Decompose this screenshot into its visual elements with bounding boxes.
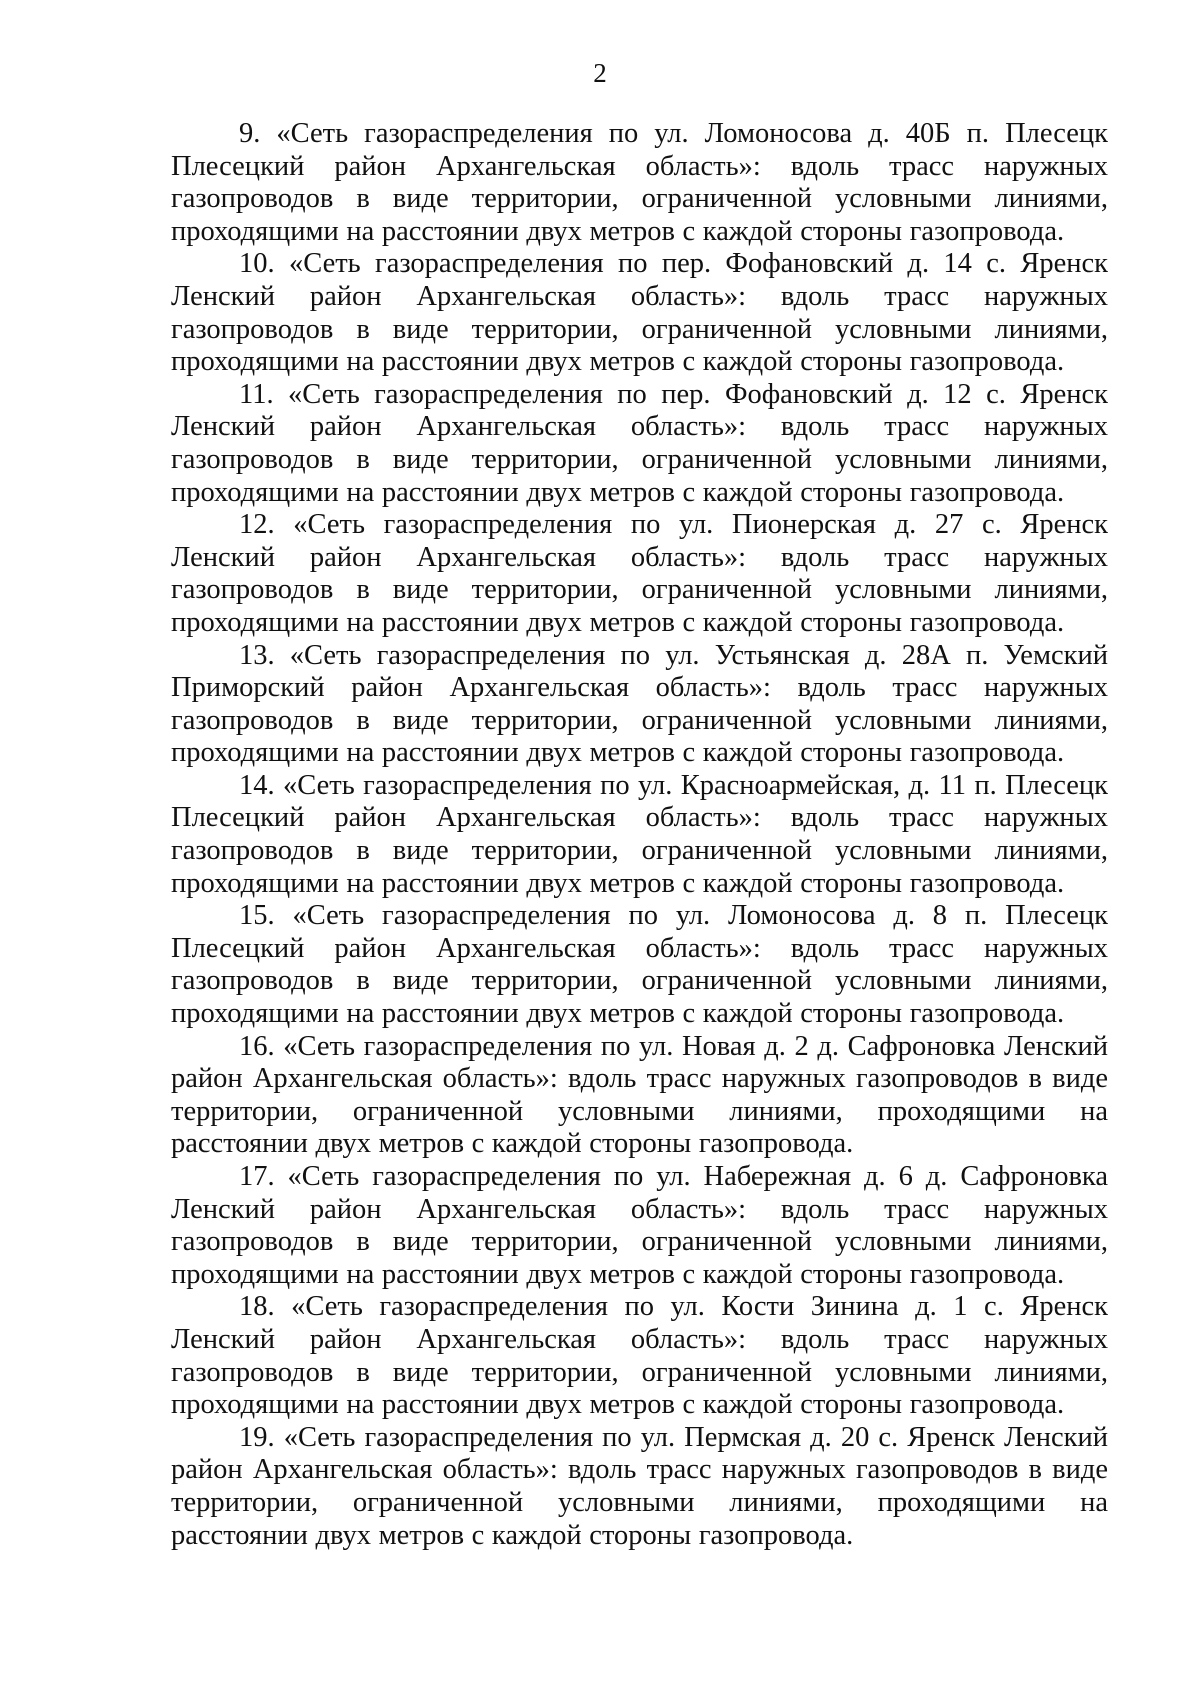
paragraph-item-10: 10. «Сеть газораспределения по пер. Фофановский д. 14 с. Яренск Ленский район Архангельская область»: вдоль трасс наружных газопроводов в виде территории, ограниченной условными линиями, проходящими на расстоянии двух метров с каждой стороны газопровода. [171, 248, 1108, 378]
paragraph-item-17: 17. «Сеть газораспределения по ул. Набережная д. 6 д. Сафроновка Ленский район Архангельская область»: вдоль трасс наружных газопроводов в виде территории, ограниченной условными линиями, проходящими на расстоянии двух метров с каждой стороны газопровода. [171, 1161, 1108, 1290]
paragraph-item-9: 9. «Сеть газораспределения по ул. Ломоносова д. 40Б п. Плесецк Плесецкий район Архангельская область»: вдоль трасс наружных газопроводов в виде территории, ограниченной условными линиями, проходящими на расстоянии двух метров с каждой стороны газопровода. [171, 118, 1108, 247]
paragraph-item-12: 12. «Сеть газораспределения по ул. Пионерская д. 27 с. Яренск Ленский район Архангельская область»: вдоль трасс наружных газопроводов в виде территории, ограниченной условными линиями, проходящими на расстоянии двух метров с каждой стороны газопровода. [171, 509, 1108, 638]
document-body [171, 118, 1108, 1552]
paragraph-item-14: 14. «Сеть газораспределения по ул. Красноармейская, д. 11 п. Плесецк Плесецкий район Архангельская область»: вдоль трасс наружных газопроводов в виде территории, ограниченной условными линиями, проходящими на расстоянии двух метров с каждой стороны газопровода. [171, 769, 1108, 899]
page-number: 2 [593, 58, 607, 88]
paragraph-item-13: 13. «Сеть газораспределения по ул. Устьянская д. 28А п. Уемский Приморский район Архангельская область»: вдоль трасс наружных газопроводов в виде территории, ограниченной условными линиями, проходящими на расстоянии двух метров с каждой стороны газопровода. [171, 639, 1108, 769]
paragraph-item-11: 11. «Сеть газораспределения по пер. Фофановский д. 12 с. Яренск Ленский район Архангельская область»: вдоль трасс наружных газопроводов в виде территории, ограниченной условными линиями, проходящими на расстоянии двух метров с каждой стороны газопровода. [171, 378, 1108, 508]
paragraph-item-16: 16. «Сеть газораспределения по ул. Новая д. 2 д. Сафроновка Ленский район Архангельская область»: вдоль трасс наружных газопроводов в виде территории, ограниченной условными линиями, проходящими на расстоянии двух метров с каждой стороны газопровода. [171, 1030, 1108, 1160]
paragraph-item-15: 15. «Сеть газораспределения по ул. Ломоносова д. 8 п. Плесецк Плесецкий район Архангельская область»: вдоль трасс наружных газопроводов в виде территории, ограниченной условными линиями, проходящими на расстоянии двух метров с каждой стороны газопровода. [171, 900, 1108, 1030]
paragraph-item-18: 18. «Сеть газораспределения по ул. Кости Зинина д. 1 с. Яренск Ленский район Архангельская область»: вдоль трасс наружных газопроводов в виде территории, ограниченной условными линиями, проходящими на расстоянии двух метров с каждой стороны газопровода. [171, 1291, 1108, 1421]
paragraph-item-19: 19. «Сеть газораспределения по ул. Пермская д. 20 с. Яренск Ленский район Архангельская область»: вдоль трасс наружных газопроводов в виде территории, ограниченной условными линиями, проходящими на расстоянии двух метров с каждой стороны газопровода. [171, 1421, 1108, 1551]
